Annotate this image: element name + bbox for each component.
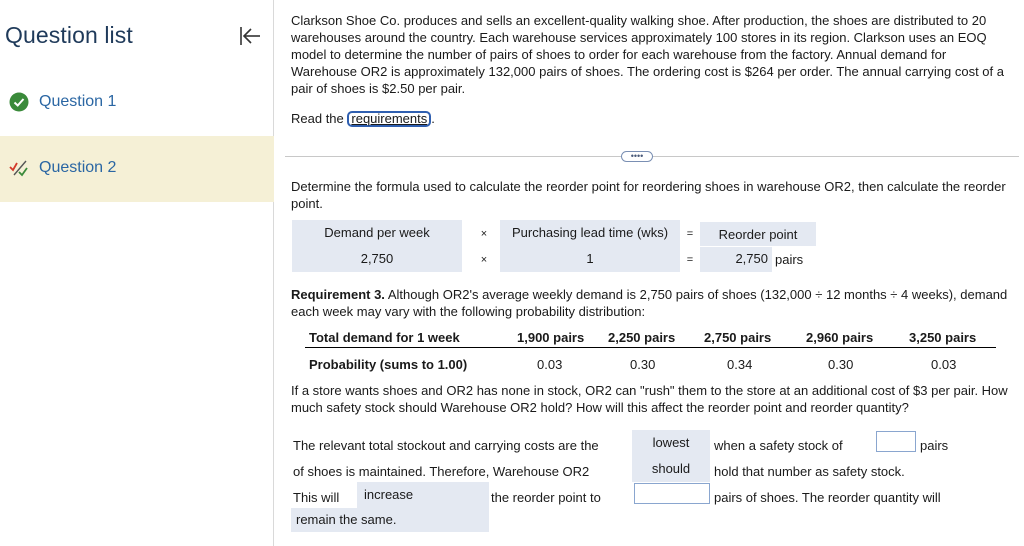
- safety-stock-input[interactable]: [876, 431, 916, 452]
- demand-per-week-value[interactable]: 2,750: [292, 247, 462, 272]
- probability-row-label: Probability (sums to 1.00): [309, 357, 468, 372]
- reorder-point-effect-dropdown[interactable]: increase: [357, 482, 489, 509]
- sidebar-item-label: Question 2: [39, 159, 117, 176]
- safety-stock-question: If a store wants shoes and OR2 has none in stock, OR2 can "rush" them to the store at an additional cost of $3 per pair. How much safety stock should Warehouse OR2 hold? How will this affect the reorder point and reorder quantity?: [291, 383, 1008, 415]
- requirement-3-label: Requirement 3.: [291, 287, 385, 302]
- demand-value: 2,960 pairs: [806, 330, 874, 345]
- demand-value: 1,900 pairs: [517, 330, 585, 345]
- fill-text: The relevant total stockout and carrying costs are the: [293, 438, 599, 453]
- reorder-quantity-effect-dropdown[interactable]: remain the same.: [291, 508, 489, 532]
- collapse-sidebar-icon[interactable]: [238, 25, 262, 47]
- formula-times-operator: ×: [480, 254, 488, 266]
- requirement-3-body: Although OR2's average weekly demand is 2,750 pairs of shoes (132,000 ÷ 12 months ÷ 4 weeks), demand each week may vary with the following probability distribution:: [291, 287, 1008, 319]
- fill-text: hold that number as safety stock.: [714, 464, 905, 479]
- probability-value: 0.30: [828, 357, 854, 372]
- new-reorder-point-input[interactable]: [634, 483, 710, 504]
- fill-text: of shoes is maintained. Therefore, Warehouse OR2: [293, 464, 590, 479]
- formula-header-demand: Demand per week: [292, 220, 462, 247]
- expand-more-button[interactable]: ••••: [621, 151, 653, 162]
- sidebar-item-question-1[interactable]: [0, 70, 274, 136]
- formula-equals-operator: =: [686, 254, 694, 266]
- partial-credit-icon: [9, 158, 29, 178]
- part2-intro: Determine the formula used to calculate the reorder point for reordering shoes in warehouse OR2, then calculate the reorder point.: [291, 179, 1006, 211]
- demand-value: 2,250 pairs: [608, 330, 676, 345]
- formula-header-lead-time: Purchasing lead time (wks): [500, 220, 680, 247]
- fill-text: when a safety stock of: [714, 438, 843, 453]
- requirement-3-text: [291, 286, 1011, 320]
- reorder-point-value[interactable]: 2,750: [700, 247, 772, 272]
- probability-value: 0.03: [931, 357, 957, 372]
- requirements-link[interactable]: requirements: [347, 111, 431, 127]
- sidebar-title: Question list: [5, 22, 133, 48]
- read-suffix: .: [431, 111, 435, 126]
- question-list-sidebar: [0, 0, 274, 546]
- fill-text: the reorder point to: [491, 490, 601, 505]
- probability-value: 0.03: [537, 357, 563, 372]
- formula-equals-operator: =: [686, 228, 694, 240]
- fill-text: This will: [293, 490, 340, 505]
- read-prefix: Read the: [291, 111, 344, 126]
- fill-text: pairs of shoes. The reorder quantity will: [714, 490, 941, 505]
- question-content: [285, 0, 1024, 546]
- reorder-point-unit: pairs: [775, 252, 804, 267]
- formula-header-reorder-point: Reorder point: [700, 222, 816, 246]
- demand-value: 2,750 pairs: [704, 330, 772, 345]
- problem-statement: Clarkson Shoe Co. produces and sells an excellent-quality walking shoe. After production, the shoes are distributed to 20 warehouses around the country. Each warehouse services approximately 100 stores in its region. Clarkson uses an EOQ model to determine the number of pairs of shoes to order for each warehouse from the factory. Annual demand for Warehouse OR2 is approximately 132,000 pairs of shoes. The ordering cost is $264 per order. The annual carrying cost of a pair of shoes is $2.50 per pair.: [291, 13, 1004, 96]
- probability-value: 0.30: [630, 357, 656, 372]
- formula-times-operator: ×: [480, 228, 488, 240]
- lead-time-value[interactable]: 1: [500, 247, 680, 272]
- table-rule: [305, 347, 996, 348]
- should-hold-dropdown[interactable]: should: [632, 457, 710, 482]
- probability-value: 0.34: [727, 357, 753, 372]
- fill-text: pairs: [920, 438, 949, 453]
- demand-value: 3,250 pairs: [909, 330, 977, 345]
- sidebar-item-question-2[interactable]: [0, 136, 274, 202]
- check-circle-icon: [9, 92, 29, 112]
- demand-row-label: Total demand for 1 week: [309, 330, 460, 345]
- cost-level-dropdown[interactable]: lowest: [632, 430, 710, 457]
- read-requirements-line: [291, 110, 1011, 127]
- sidebar-item-label: Question 1: [39, 93, 117, 110]
